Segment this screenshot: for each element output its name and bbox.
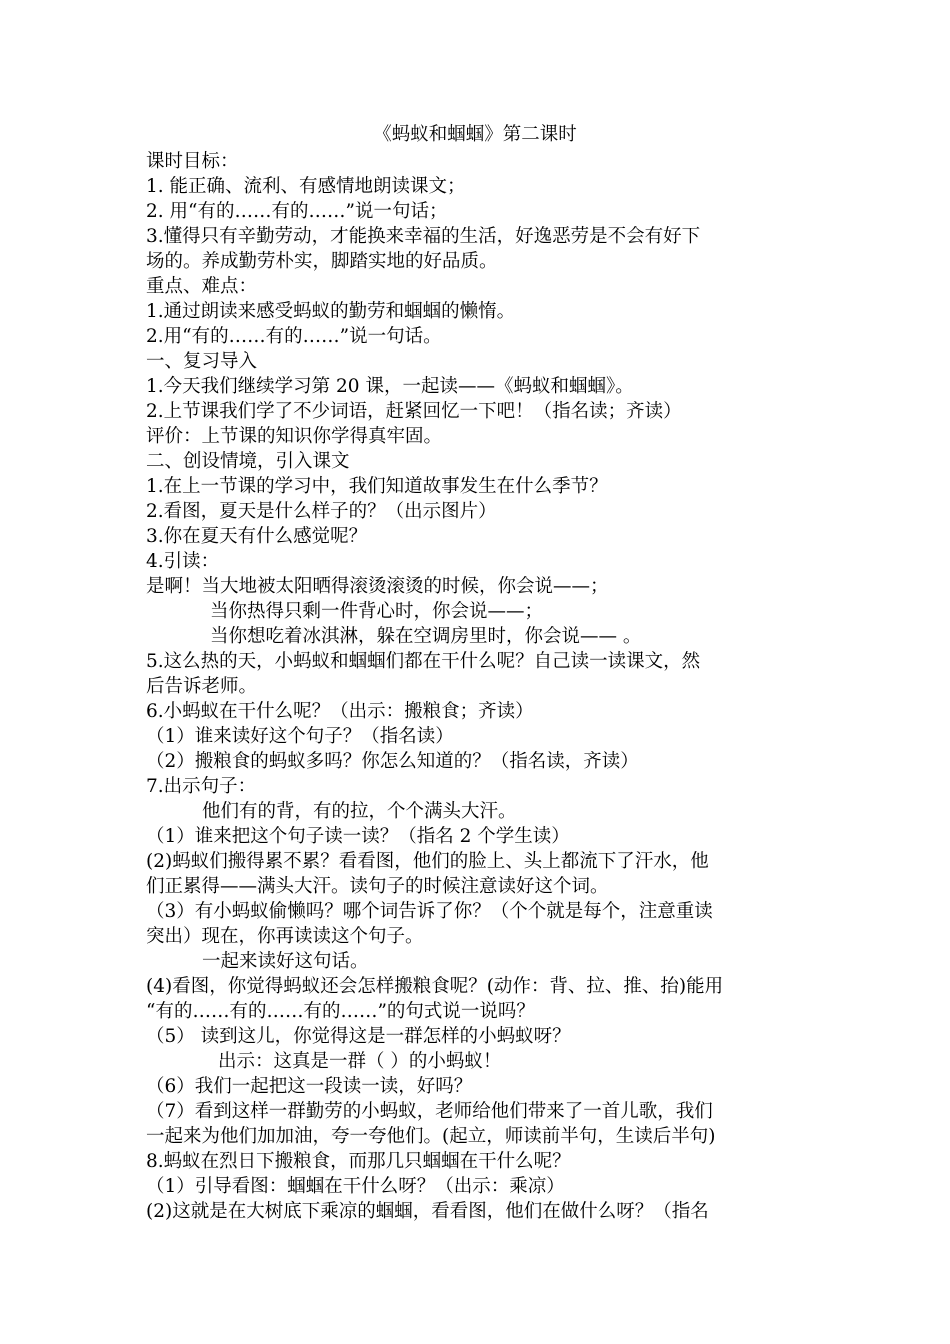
objective-3: 3.懂得只有辛勤劳动，才能换来幸福的生活，好逸恶劳是不会有好下 [146,226,701,247]
heading-objectives: 课时目标： [146,151,239,172]
objective-2: 2. 用“有的……有的……”说一句话； [146,201,448,222]
text-line: （3）有小蚂蚁偷懒吗？哪个词告诉了你？（个个就是每个，注意重读 [146,901,713,922]
text-line: 突出）现在，你再读读这个句子。 [146,926,424,947]
section-1-heading: 一、复习导入 [146,351,258,372]
text-line: (2)这就是在大树底下乘凉的蝈蝈，看看图，他们在做什么呀？（指名 [146,1201,709,1222]
document-title: 《蚂蚁和蝈蝈》第二课时 [373,124,577,145]
text-line: 们正累得——满头大汗。读句子的时候注意读好这个词。 [146,876,609,897]
text-line: “有的……有的……有的……”的句式说一说吗？ [146,1001,535,1022]
text-line: (2)蚂蚁们搬得累不累？看看图，他们的脸上、头上都流下了汗水，他 [146,851,709,872]
text-line: 7.出示句子： [146,776,257,797]
text-line: 6.小蚂蚁在干什么呢？（出示：搬粮食；齐读） [146,701,534,722]
key-point-1: 1.通过朗读来感受蚂蚁的勤劳和蝈蝈的懒惰。 [146,301,516,322]
text-line: 2.上节课我们学了不少词语，赶紧回忆一下吧！（指名读；齐读） [146,401,682,422]
text-line: （1）引导看图：蝈蝈在干什么呀？（出示：乘凉） [146,1176,565,1197]
text-line: 是啊！当大地被太阳晒得滚烫滚烫的时候，你会说——； [146,576,609,597]
text-line: （1）谁来读好这个句子？（指名读） [146,726,454,747]
text-line: 1.今天我们继续学习第 20 课，一起读——《蚂蚁和蝈蝈》。 [146,376,634,397]
text-line: 3.你在夏天有什么感觉呢？ [146,526,368,547]
text-line: 评价：上节课的知识你学得真牢固。 [146,426,443,447]
text-line: 当你想吃着冰淇淋，躲在空调房里时，你会说—— 。 [210,626,642,647]
section-2-heading: 二、创设情境，引入课文 [146,451,350,472]
text-line: 2.看图，夏天是什么样子的？（出示图片） [146,501,497,522]
text-line: （5） 读到这儿，你觉得这是一群怎样的小蚂蚁呀？ [146,1026,571,1047]
text-line: 一起来读好这句话。 [202,951,369,972]
example-sentence: 他们有的背，有的拉，个个满头大汗。 [202,801,517,822]
heading-key-points: 重点、难点： [146,276,258,297]
objective-1: 1. 能正确、流利、有感情地朗读课文； [146,176,466,197]
text-line: 1.在上一节课的学习中，我们知道故事发生在什么季节？ [146,476,608,497]
text-line: （6）我们一起把这一段读一读，好吗？ [146,1076,473,1097]
text-line: 后告诉老师。 [146,676,258,697]
text-line: 8.蚂蚁在烈日下搬粮食，而那几只蝈蝈在干什么呢？ [146,1151,571,1172]
text-line: 5.这么热的天，小蚂蚁和蝈蝈们都在干什么呢？自己读一读课文，然 [146,651,701,672]
objective-3-cont: 场的。养成勤劳朴实，脚踏实地的好品质。 [146,251,498,272]
text-line: 4.引读： [146,551,220,572]
text-line: (4)看图，你觉得蚂蚁还会怎样搬粮食呢？(动作：背、拉、推、抬)能用 [146,976,724,997]
key-point-2: 2.用“有的……有的……”说一句话。 [146,326,442,347]
fill-in-sentence: 出示：这真是一群（ ）的小蚂蚁！ [218,1051,502,1072]
text-line: （7）看到这样一群勤劳的小蚂蚁，老师给他们带来了一首儿歌，我们 [146,1101,713,1122]
text-line: （2）搬粮食的蚂蚁多吗？你怎么知道的？（指名读，齐读） [146,751,639,772]
text-line: 当你热得只剩一件背心时，你会说——； [210,601,544,622]
text-line: 一起来为他们加加油，夸一夸他们。(起立，师读前半句，生读后半句) [146,1126,716,1147]
text-line: （1）谁来把这个句子读一读？（指名 2 个学生读） [146,826,570,847]
